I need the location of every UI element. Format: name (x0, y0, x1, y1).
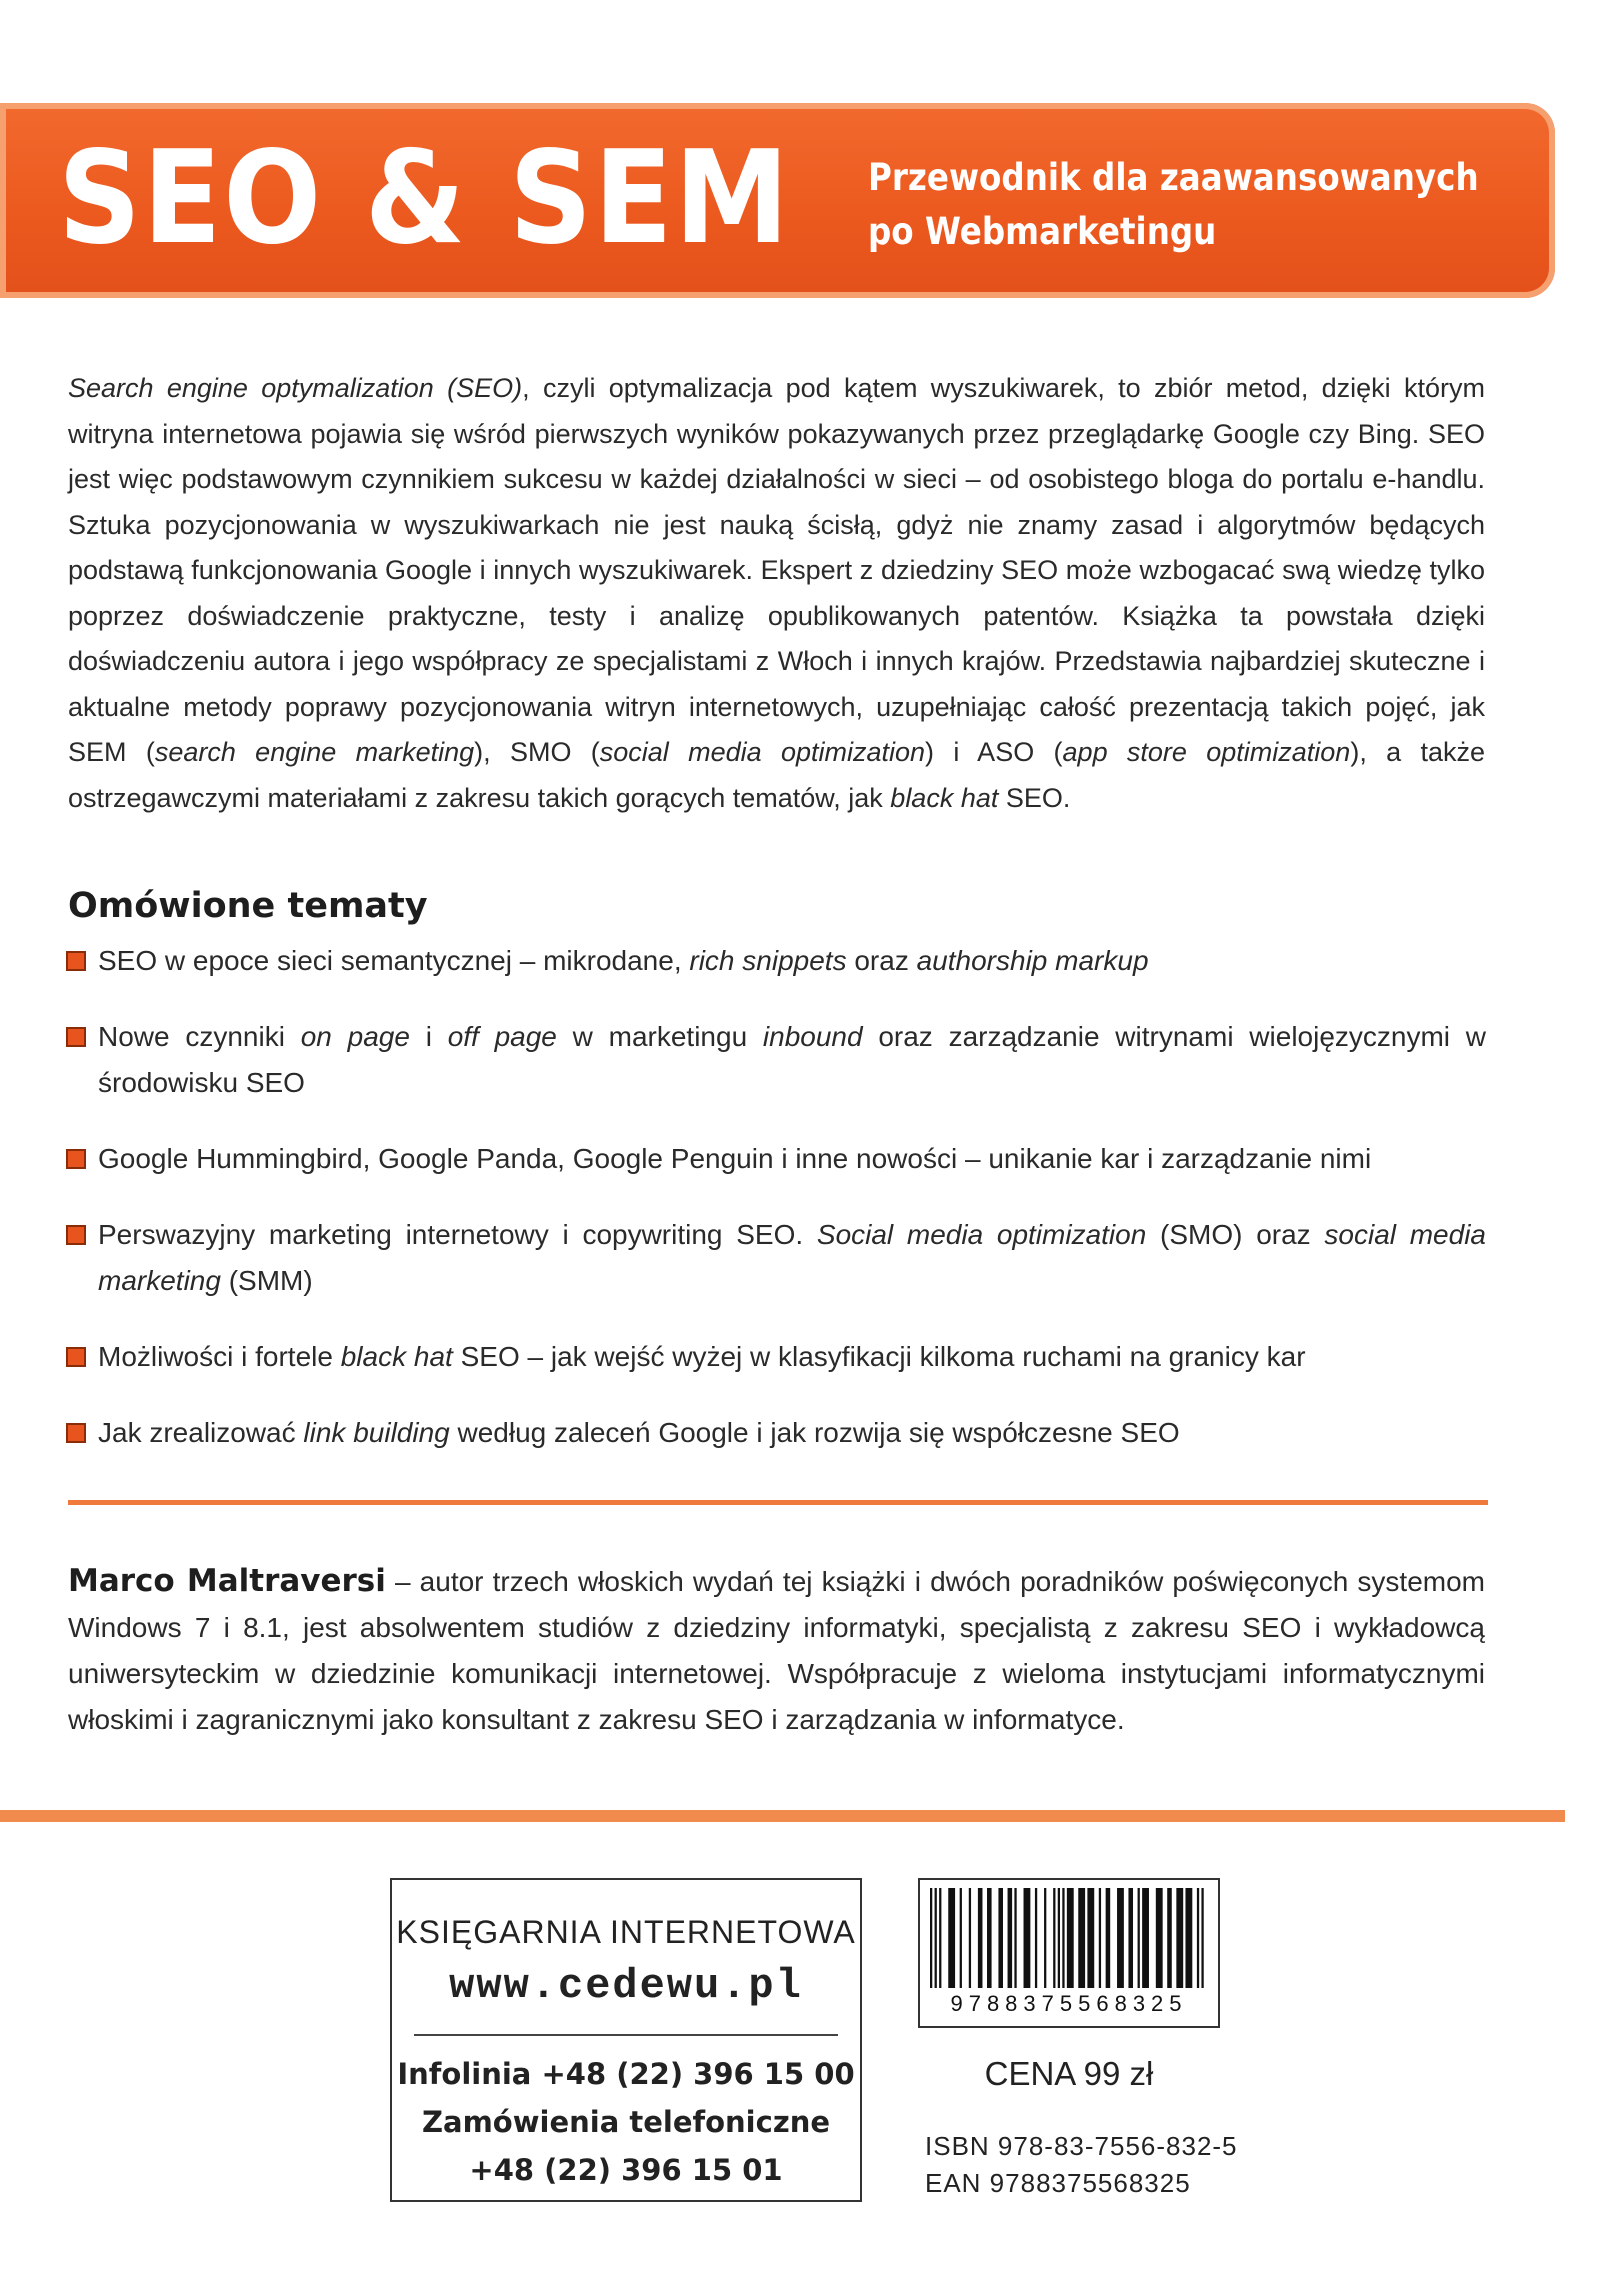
orders-label: Zamówienia telefoniczne (421, 2105, 831, 2139)
book-title: SEO & SEM (58, 124, 791, 273)
barcode-bar (987, 1888, 992, 1988)
topic-part: Google Hummingbird, Google Panda, Google Penguin i inne nowości – unikanie kar i zarządzanie nimi (98, 1143, 1372, 1174)
subtitle-line-1: Przewodnik dla zaawansowanych (868, 156, 1479, 199)
bookstore-url: www.cedewu.pl (449, 1962, 803, 2010)
barcode-bar (939, 1888, 941, 1988)
barcode-bar (1106, 1888, 1111, 1988)
square-bullet-icon (66, 1423, 86, 1443)
section-divider (68, 1500, 1488, 1505)
topic-part: (SMM) (220, 1265, 313, 1296)
topic-term: inbound (762, 1021, 863, 1052)
topic-term: rich snippets (689, 945, 847, 976)
author-name: Marco Maltraversi (68, 1563, 386, 1599)
square-bullet-icon (66, 1225, 86, 1245)
bookstore-name: KSIĘGARNIA INTERNETOWA (396, 1914, 856, 1950)
topic-text (98, 1334, 1486, 1380)
barcode-bar (948, 1888, 955, 1988)
barcode-bar (960, 1888, 962, 1988)
topic-part: SEO – jak wejść wyżej w klasyfikacji kilkoma ruchami na granicy kar (452, 1341, 1306, 1372)
barcode-bar (1087, 1888, 1094, 1988)
orders-phone: +48 (22) 396 15 01 (469, 2153, 783, 2187)
infolinia-phone: Infolinia +48 (22) 396 15 00 (397, 2057, 855, 2091)
isbn-block (925, 2128, 1238, 2202)
topic-term: off page (447, 1021, 557, 1052)
barcode-bar (930, 1888, 932, 1988)
intro-aso: app store optimization (1062, 737, 1351, 767)
topic-term: Social media optimization (816, 1219, 1147, 1250)
barcode-bar (1044, 1888, 1046, 1988)
topic-text (98, 1212, 1486, 1304)
topic-part: Jak zrealizować (98, 1417, 304, 1448)
topic-part: Nowe czynniki (98, 1021, 301, 1052)
topic-part: SEO w epoce sieci semantycznej – mikrodane, (98, 945, 690, 976)
square-bullet-icon (66, 1149, 86, 1169)
topic-part: Możliwości i fortele (98, 1341, 341, 1372)
barcode-bar (998, 1888, 1003, 1988)
barcode-bar (1035, 1888, 1037, 1988)
barcode-digits: 9788375568325 (950, 1991, 1188, 2016)
topic-part: i (409, 1021, 448, 1052)
barcode-bar (1167, 1888, 1172, 1988)
barcode-bar (935, 1888, 937, 1988)
barcode-bar (1142, 1888, 1149, 1988)
barcode-bar (1024, 1888, 1031, 1988)
barcode-bar (1078, 1888, 1085, 1988)
topic-part: oraz (846, 945, 917, 976)
book-subtitle (868, 151, 1479, 259)
topic-term: on page (300, 1021, 410, 1052)
topic-item (66, 1212, 1486, 1304)
author-bio (68, 1558, 1485, 1743)
intro-lead: Search engine optymalization (SEO) (68, 373, 523, 403)
intro-sem: search engine marketing (154, 737, 475, 767)
ean-number: EAN 9788375568325 (925, 2168, 1191, 2198)
topic-term: authorship markup (916, 945, 1149, 976)
barcode-bar (1185, 1888, 1192, 1988)
barcode-bar (1201, 1888, 1203, 1988)
topic-item (66, 1410, 1486, 1456)
barcode-box (918, 1878, 1220, 2028)
topic-part: w marketingu (556, 1021, 763, 1052)
author-bio-text: – autor trzech włoskich wydań tej książki i dwóch poradników poświęconych systemom Windows 7 i 8.1, jest absolwentem studiów z dziedziny informatyki, specjalistą z zakresu SEO i wykładowcą uniwersyteckim w dziedzinie komunikacji internetowej. Współpracuje z wieloma instytucjami informatycznymi włoskimi i zagranicznymi jako konsultant z zakresu SEO i zarządzania w informatyce. (68, 1566, 1485, 1735)
barcode-bar (1014, 1888, 1016, 1988)
topic-text (98, 938, 1486, 984)
square-bullet-icon (66, 951, 86, 971)
topic-item (66, 1014, 1486, 1106)
topic-part: oraz zarządzanie witrynami wielojęzycznymi w środowisku SEO (98, 1021, 1487, 1098)
intro-blackhat: black hat (890, 782, 999, 813)
barcode-icon (930, 1888, 1210, 1992)
topic-text (98, 1410, 1486, 1456)
topic-item (66, 1334, 1486, 1380)
barcode-bar (1128, 1888, 1133, 1988)
bookstore-divider (414, 2034, 838, 2036)
intro-text-5: SEO. (998, 782, 1071, 813)
footer-divider (0, 1810, 1565, 1822)
topic-term: black hat (340, 1341, 453, 1372)
intro-text-1: , czyli optymalizacja pod kątem wyszukiwarek, to zbiór metod, dzięki którym witryna internetowa pojawia się wśród pierwszych wyników pokazywanych przez przeglądarkę Google czy Bing. SEO jest więc podstawowym czynnikiem sukcesu w każdej działalności w sieci – od osobistego bloga do portalu e-handlu. Sztuka pozycjonowania w wyszukiwarkach nie jest nauką ścisłą, gdyż nie znamy zasad i algorytmów będących podstawą funkcjonowania Google i innych wyszukiwarek. Ekspert z dziedziny SEO może wzbogacać swą wiedzę tylko poprzez doświadczenie praktyczne, testy i analizę opublikowanych patentów. Książka ta powstała dzięki doświadczeniu autora i jego współpracy ze specjalistami z Włoch i innych krajów. Przedstawia najbardziej skuteczne i aktualne metody poprawy pozycjonowania witryn internetowych, uzupełniając całość prezentacją takich pojęć, jak SEM ( (68, 373, 1485, 767)
topic-term: social media marketing (98, 1219, 1486, 1296)
topic-part: (SMO) oraz (1146, 1219, 1325, 1250)
square-bullet-icon (66, 1347, 86, 1367)
topic-text (98, 1014, 1486, 1106)
barcode-bar (1099, 1888, 1101, 1988)
barcode-bar (1197, 1888, 1199, 1988)
topic-part: według zaleceń Google i jak rozwija się współczesne SEO (449, 1417, 1180, 1448)
barcode-bar (969, 1888, 971, 1988)
topics-heading: Omówione tematy (68, 886, 428, 926)
intro-paragraph (68, 366, 1485, 821)
header-banner (0, 103, 1555, 298)
intro-text-4: ), a także ostrzegawczymi materiałami z zakresu takich gorących tematów, jak (68, 737, 1486, 813)
barcode-bar (1138, 1888, 1140, 1988)
topic-item (66, 1136, 1486, 1182)
barcode-bar (1067, 1888, 1074, 1988)
barcode-bar (1176, 1888, 1183, 1988)
barcode-bar (1062, 1888, 1064, 1988)
price: CENA 99 zł (984, 2055, 1154, 2092)
subtitle-line-2: po Webmarketingu (868, 210, 1217, 253)
intro-text-3: ) i ASO ( (925, 737, 1063, 767)
barcode-bar (1117, 1888, 1124, 1988)
barcode-bar (978, 1888, 983, 1988)
topic-text (98, 1136, 1486, 1182)
intro-text-2: ), SMO ( (474, 737, 600, 767)
barcode-bar (1008, 1888, 1013, 1988)
barcode-bar (1156, 1888, 1163, 1988)
topic-part: Perswazyjny marketing internetowy i copywriting SEO. (98, 1219, 817, 1250)
topic-item (66, 938, 1486, 984)
bookstore-box (390, 1878, 862, 2202)
barcode-bar (1053, 1888, 1055, 1988)
barcode-bar (1058, 1888, 1060, 1988)
intro-smo: social media optimization (599, 737, 926, 767)
topic-term: link building (303, 1417, 450, 1448)
square-bullet-icon (66, 1027, 86, 1047)
isbn-number: ISBN 978-83-7556-832-5 (925, 2131, 1238, 2161)
